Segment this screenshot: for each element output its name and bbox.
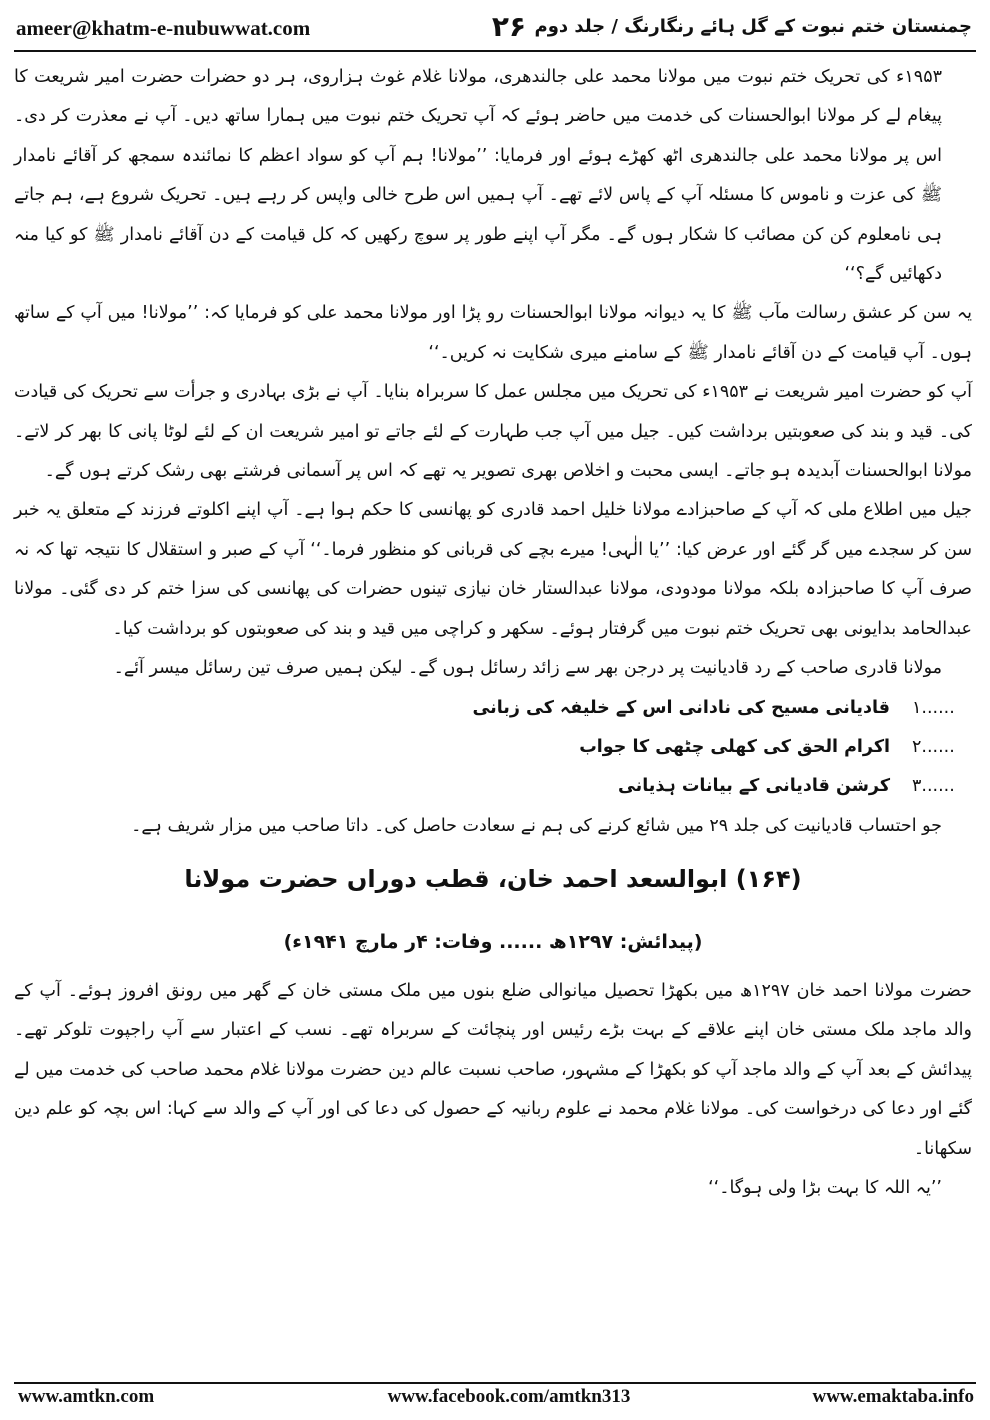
paragraph: ۱۹۵۳ء کی تحریک ختم نبوت میں مولانا محمد علی جالندھری، مولانا غلام غوث ہزاروی، ہر دو حضرات حضرت امیر شریعت کا پیغام لے کر مولانا ابوالحسنات کی خدمت میں حاضر ہوئے کہ آپ تحریک ختم نبوت میں ہمارا ساتھ دیں۔ آپ نے معذرت کر دی۔ اس پر مولانا محمد علی جالندھری اٹھ کھڑے ہوئے اور فرمایا: ’’مولانا! ہم آپ کو سواد اعظم کا نمائندہ سمجھ کر آقائے نامدار ﷺ کی عزت و ناموس کا مسئلہ آپ کے پاس لائے تھے۔ آپ ہمیں اس طرح خالی واپس کر رہے ہیں۔ تحریک شروع ہے، ہم جاتے ہی نامعلوم کن کن مصائب کا شکار ہوں گے۔ مگر آپ اپنے طور پر سوچ رکھیں کہ کل قیامت کے دن آقائے نامدار ﷺ کو کیا منہ دکھائیں گے؟‘‘ [14,67,942,285]
list-item [14,728,972,767]
page-number: ۲۶ [491,10,527,43]
paragraph: حضرت مولانا احمد خان ۱۲۹۷ھ میں بکھڑا تحصیل میانوالی ضلع بنوں میں ملک مستی خان کے گھر میں رونق افروز ہوئے۔ آپ کے والد ماجد ملک مستی خان اپنے علاقے کے بہت بڑے رئیس اور پنچائت کے سربراہ تھے۔ نسب کے اعتبار سے آپ راجپوت تلوکر تھے۔ پیدائش کے بعد آپ کے والد ماجد آپ کو بکھڑا کے مشہور، صاحب نسبت عالم دین حضرت مولانا غلام محمد صاحب کی خدمت میں لے گئے اور دعا کی درخواست کی۔ مولانا غلام محمد نے علوم ربانیہ کے حصول کی دعا کی اور آپ کے والد سے کہا: اس بچہ کو علم دین سکھانا۔ [14,981,972,1159]
header-email: ameer@khatm-e-nubuwwat.com [16,16,311,40]
list-item-title: قادیانی مسیح کی نادانی اس کے خلیفہ کی زبانی [472,697,890,718]
list-item-title: کرشن قادیانی کے بیانات ہذیانی [617,776,890,797]
footer-link-amtkn[interactable]: www.amtkn.com [18,1386,155,1407]
paragraph: جو احتساب قادیانیت کی جلد ۲۹ میں شائع کرنے کی ہم نے سعادت حاصل کی۔ داتا صاحب میں مزار شریف ہے۔ [131,815,942,836]
page-body [14,58,972,1209]
page-header [14,10,976,48]
paragraph: یہ سن کر عشق رسالت مآب ﷺ کا یہ دیوانہ مولانا ابوالحسنات رو پڑا اور مولانا محمد علی کو فرمایا کہ: ’’مولانا! میں آپ کے ساتھ ہوں۔ آپ قیامت کے دن آقائے نامدار ﷺ کے سامنے میری شکایت نہ کریں۔‘‘ [14,303,972,363]
list-item [14,689,972,728]
footer-link-emaktaba[interactable]: www.emaktaba.info [812,1386,974,1407]
footer-divider [14,1382,976,1384]
list-item-number: ۲...... [912,736,955,757]
list-item-title: اکرام الحق کی کھلی چٹھی کا جواب [579,736,890,757]
list-item [14,767,972,806]
paragraph: آپ کو حضرت امیر شریعت نے ۱۹۵۳ء کی تحریک میں مجلس عمل کا سربراہ بنایا۔ آپ نے بڑی بہادری و جرأت سے تحریک کی قیادت کی۔ قید و بند کی صعوبتیں برداشت کیں۔ جیل میں آپ جب طہارت کے لئے جاتے تو امیر شریعت ان کے لئے لوٹا پانی کا بھر کر لاتے۔ مولانا ابوالحسنات آبدیدہ ہو جاتے۔ ایسی محبت و اخلاص بھری تصویر یہ تھے کہ اس پر آسمانی فرشتے بھی رشک کرتے ہوں گے۔ [14,382,972,482]
list-item-number: ۳...... [912,776,955,797]
paragraph: جیل میں اطلاع ملی کہ آپ کے صاحبزادے مولانا خلیل احمد قادری کو پھانسی کا حکم ہوا ہے۔ آپ اپنے اکلوتے فرزند کے متعلق یہ خبر سن کر سجدے میں گر گئے اور عرض کیا: ’’یا الٰہی! میرے بچے کی قربانی کو منظور فرما۔‘‘ آپ کے صبر و استقلال کا نتیجہ تھا کہ نہ صرف آپ کا صاحبزادہ بلکہ مولانا مودودی، مولانا عبدالستار خان نیازی تینوں حضرات کی پھانسی کی سزا ختم کر دی گئی۔ مولانا عبدالحامد بدایونی بھی تحریک ختم نبوت میں گرفتار ہوئے۔ سکھر و کراچی میں قید و بند کی صعوبتوں کو برداشت کیا۔ [14,500,972,639]
treatise-list [14,689,972,807]
header-divider [14,50,976,52]
book-title: چمنستان ختم نبوت کے گل ہائے رنگارنگ / جلد دوم [534,16,972,37]
list-item-number: ۱...... [912,697,955,718]
page-footer [14,1386,976,1414]
section-heading: (۱۶۴) ابوالسعد احمد خان، قطب دوراں حضرت مولانا [184,865,802,894]
paragraph: مولانا قادری صاحب کے رد قادیانیت پر درجن بھر سے زائد رسائل ہوں گے۔ لیکن ہمیں صرف تین رسائل میسر آئے۔ [113,658,942,679]
section-subheading: (پیدائش: ۱۲۹۷ھ ...... وفات: ۴ر مارچ ۱۹۴۱ء) [283,931,703,954]
footer-link-facebook[interactable]: www.facebook.com/amtkn313 [387,1386,631,1407]
paragraph: ’’یہ اللہ کا بہت بڑا ولی ہوگا۔‘‘ [708,1178,942,1199]
